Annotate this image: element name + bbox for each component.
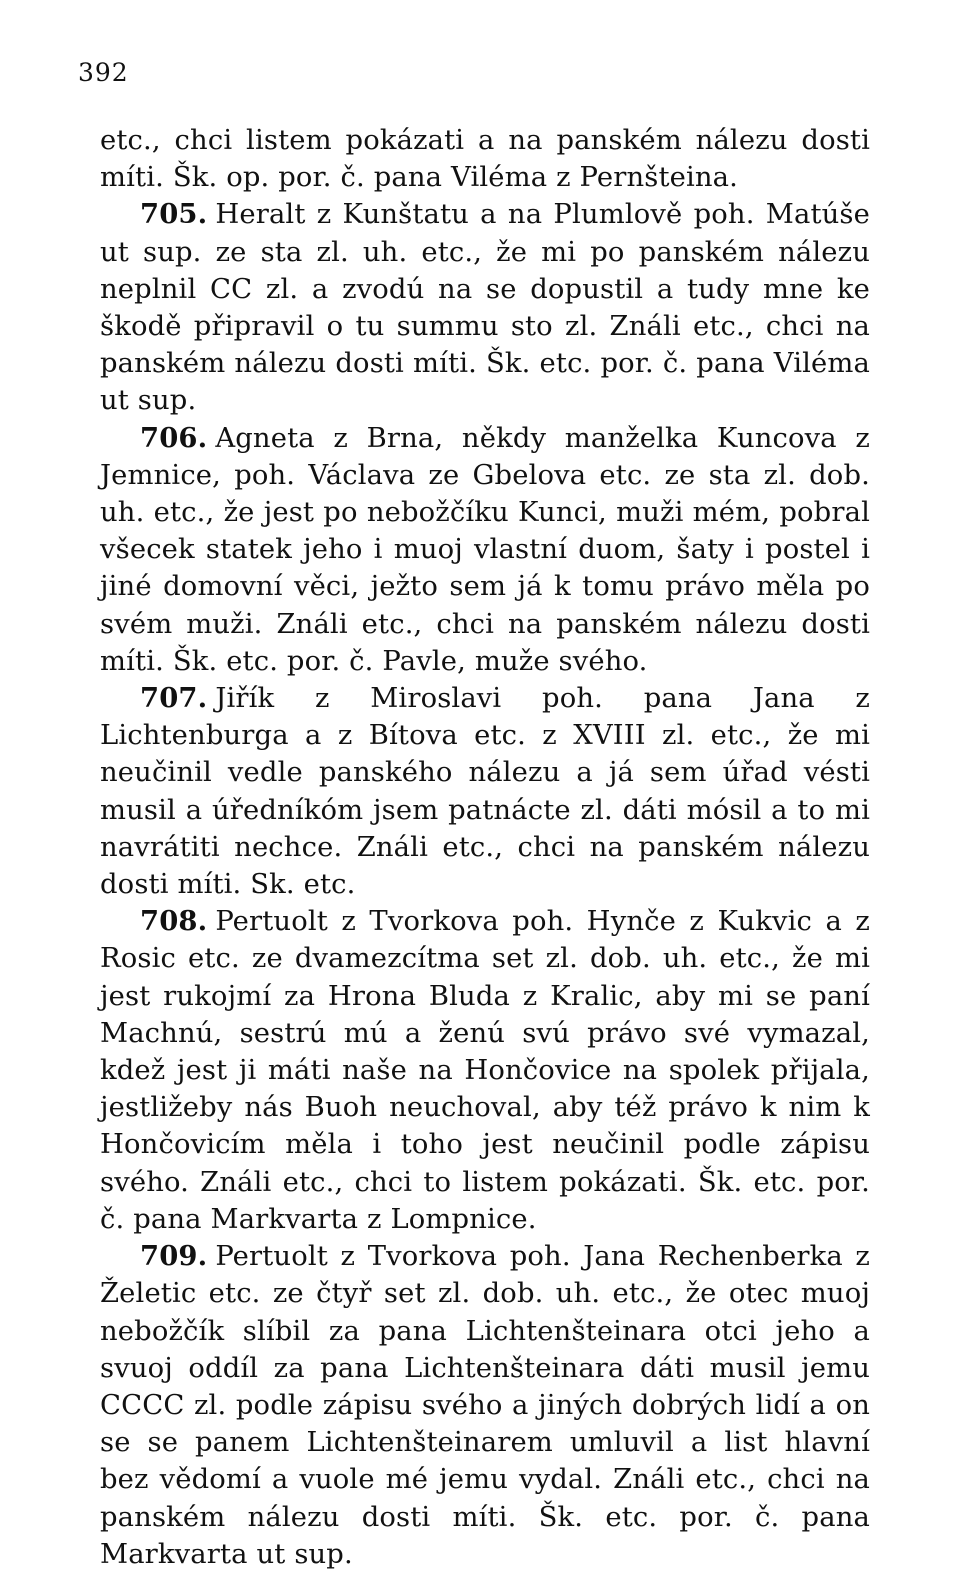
paragraph-705 bbox=[100, 196, 870, 419]
paragraph-707 bbox=[100, 680, 870, 903]
paragraph-708 bbox=[100, 903, 870, 1238]
paragraph-text: Jiřík z Miroslavi poh. pana Jana z Lichtenburga a z Bítova etc. z XVIII zl. etc., že mi neučinil vedle panského nálezu a já sem úřad vésti musil a úředníkóm jsem patnácte zl. dáti mósil a to mi navrátiti nechce. Ználi etc., chci na panském nálezu dosti míti. Sk. etc. bbox=[100, 683, 870, 901]
entry-number: 706. bbox=[140, 421, 208, 454]
paragraph-text: etc., chci listem pokázati a na panském nálezu dosti míti. Šk. op. por. č. pana Viléma z Pernšteina. bbox=[100, 125, 870, 194]
paragraph-text: Pertuolt z Tvorkova poh. Hynče z Kukvic a z Rosic etc. ze dvamezcítma set zl. dob. uh. etc., že mi jest rukojmí za Hrona Bluda z Kralic, aby mi se paní Machnú, sestrú mú a ženú svú právo své vymazal, kdež jest ji máti naše na Hončovice na spolek přijala, jestližeby nás Buoh neuchoval, aby též právo k nim k Hončovicím měla i toho jest neučinil podle zápisu svého. Ználi etc., chci to listem pokázati. Šk. etc. por. č. pana Markvarta z Lompnice. bbox=[100, 906, 870, 1235]
paragraph-709 bbox=[100, 1238, 870, 1573]
entry-number: 707. bbox=[140, 682, 208, 715]
paragraph-text: Heralt z Kunštatu a na Plumlově poh. Matúše ut sup. ze sta zl. uh. etc., že mi po panském nálezu neplnil CC zl. a zvodú na se dopustil a tudy mne ke škodě připravil o tu summu sto zl. Ználi etc., chci na panském nálezu dosti míti. Šk. etc. por. č. pana Viléma ut sup. bbox=[100, 199, 870, 417]
paragraph-text: Agneta z Brna, někdy manželka Kuncova z Jemnice, poh. Václava ze Gbelova etc. ze sta zl. dob. uh. etc., že jest po nebožčíku Kunci, muži mém, pobral všecek statek jeho i muoj vlastní duom, šaty i postel i jiné domovní věci, ježto sem já k tomu právo měla po svém muži. Ználi etc., chci na panském nálezu dosti míti. Šk. etc. por. č. Pavle, muže svého. bbox=[100, 422, 870, 677]
paragraph-text: Pertuolt z Tvorkova poh. Jana Rechenberka z Želetic etc. ze čtyř set zl. dob. uh. etc., že otec muoj nebožčík slíbil za pana Lichtenšteinara otci jeho a svuoj oddíl za pana Lichtenšteinara dáti musil jemu CCCC zl. podle zápisu svého a jiných dobrých lidí a on se se panem Lichtenšteinarem umluvil a list hlavní bez vědomí a vuole mé jemu vydal. Ználi etc., chci na panském nálezu dosti míti. Šk. etc. por. č. pana Markvarta ut sup. bbox=[100, 1241, 870, 1570]
entry-number: 709. bbox=[140, 1240, 208, 1273]
entry-number: 705. bbox=[140, 198, 208, 231]
paragraph-706 bbox=[100, 420, 870, 680]
page-body bbox=[100, 122, 870, 1573]
paragraph-continuation bbox=[100, 122, 870, 196]
entry-number: 708. bbox=[140, 905, 208, 938]
page-number: 392 bbox=[78, 58, 129, 87]
